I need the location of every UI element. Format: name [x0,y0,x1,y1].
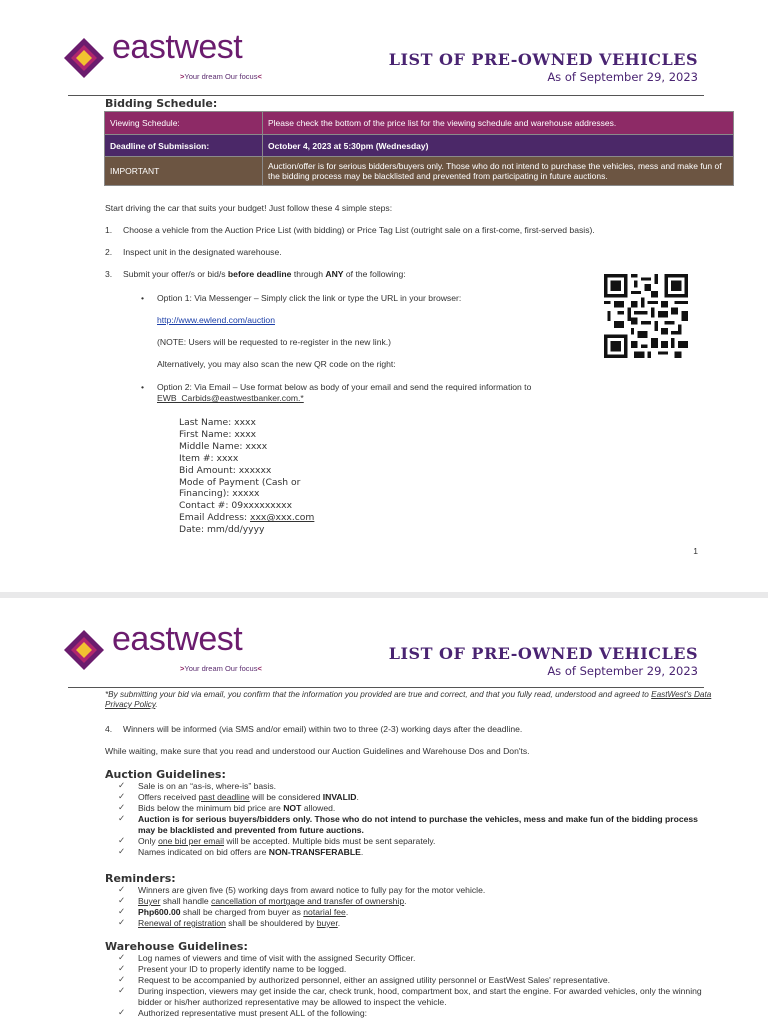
schedule-row-deadline [105,135,734,157]
logo-tagline: >Your dream Our focus< [180,664,262,673]
list-item: ✓ Renewal of registration shall be shouldered by buyer. [118,918,708,929]
format-line: Item #: xxxx [179,452,239,464]
format-line: Middle Name: xxxx [179,440,268,452]
step-2-number: 2. [105,247,113,257]
schedule-label: Viewing Schedule: [105,112,263,135]
qr-code-icon[interactable] [604,274,688,358]
option-1-text: Option 1: Via Messenger – Simply click the link or type the URL in your browser: [157,293,462,303]
auction-guidelines-list [118,781,708,858]
auction-url-link[interactable]: http://www.ewlend.com/auction [157,315,275,325]
format-line: Financing): xxxxx [179,488,260,500]
header-divider [68,95,704,96]
carbids-email-link[interactable]: EWB_Carbids@eastwestbanker.com.* [157,393,304,403]
logo-wordmark: eastwest [112,620,243,658]
list-item: ✓ Names indicated on bid offers are NON-TRANSFERABLE. [118,847,708,858]
step-2-text: Inspect unit in the designated warehouse. [123,247,282,257]
warehouse-guidelines-list [118,953,708,1019]
list-item: ✓ Only one bid per email will be accepted. Multiple bids must be sent separately. [118,836,708,847]
format-line: First Name: xxxx [179,428,257,440]
schedule-value: Auction/offer is for serious bidders/buyers only. Those who do not intend to purchase the vehicles, mess and make fun of the bidding process may be blacklisted and prevented from participating in future auctions. [263,157,734,186]
list-item: ✓ Present your ID to properly identify name to be logged. [118,964,708,975]
format-line: Bid Amount: xxxxxx [179,464,272,476]
step-3-text: Submit your offer/s or bid/s before deadline through ANY of the following: [123,269,406,279]
page-title: LIST OF PRE-OWNED VEHICLES [388,50,698,69]
format-line: Date: mm/dd/yyyy [179,524,265,536]
list-item: ✓ Php600.00 shall be charged from buyer as notarial fee. [118,907,708,918]
waiting-text: While waiting, make sure that you read and understood our Auction Guidelines and Warehouse Dos and Don'ts. [105,746,530,756]
list-item: ✓ Offers received past deadline will be considered INVALID. [118,792,708,803]
checkmark-icon list-item: ✓ Sale is on an “as-is, where-is” basis. [118,781,708,792]
format-line: Mode of Payment (Cash or [179,476,301,488]
step-1-number: 1. [105,225,113,235]
email-format-block [179,417,314,536]
bullet-icon: • [141,382,145,392]
bidding-schedule-table [104,111,734,186]
auction-guidelines-heading: Auction Guidelines: [105,768,226,781]
step-4-number: 4. [105,724,113,734]
eastwest-diamond-logo-icon [62,628,106,672]
step-1-text: Choose a vehicle from the Auction Price List (with bidding) or Price Tag List (outright sale on a first-come, first-served basis). [123,225,595,235]
schedule-label: Deadline of Submission: [105,135,263,157]
list-item: ✓ Buyer shall handle cancellation of mortgage and transfer of ownership. [118,896,708,907]
document-page-2 [0,598,768,1024]
schedule-value: Please check the bottom of the price list for the viewing schedule and warehouse addresses. [263,112,734,135]
as-of-date: As of September 29, 2023 [547,664,698,678]
warehouse-guidelines-heading: Warehouse Guidelines: [105,940,248,953]
header-divider [68,687,704,688]
schedule-label: IMPORTANT [105,157,263,186]
as-of-date: As of September 29, 2023 [547,70,698,84]
list-item: ✓ Request to be accompanied by authorized personnel, either an assigned utility personnel or EastWest Sales' representative. [118,975,708,986]
page-number: 1 [693,546,698,556]
list-item: ✓ Log names of viewers and time of visit with the assigned Security Officer. [118,953,708,964]
option-1-alternative: Alternatively, you may also scan the new QR code on the right: [157,359,396,369]
reminders-heading: Reminders: [105,872,176,885]
format-line: Email Address: xxx@xxx.com [179,512,315,524]
eastwest-logo [62,28,272,84]
page-title: LIST OF PRE-OWNED VEHICLES [388,644,698,663]
list-item: ✓ During inspection, viewers may get inside the car, check trunk, hood, compartment box, and start the engine. For awarded vehicles, only the winning bidder or his/her authorized representative may be allowed to inspect the vehicle. [118,986,708,1008]
reminders-list [118,885,708,929]
format-line: Last Name: xxxx [179,417,256,428]
step-4-text: Winners will be informed (via SMS and/or email) within two to three (2-3) working days after the deadline. [123,724,523,734]
option-1-note: (NOTE: Users will be requested to re-register in the new link.) [157,337,392,347]
option-2-text: Option 2: Via Email – Use format below as body of your email and send the required information to [157,382,532,392]
list-item: ✓ Auction is for serious buyers/bidders only. Those who do not intend to purchase the vehicles, mess and make fun of the bidding process may be blacklisted and prevented from future auctions. [118,814,708,836]
intro-text: Start driving the car that suits your budget! Just follow these 4 simple steps: [105,203,393,213]
format-line: Contact #: 09xxxxxxxxx [179,500,293,512]
privacy-disclaimer: *By submitting your bid via email, you confirm that the information you provided are true and correct, and that you fully read, understood and agreed to EastWest's Data Privacy Policy. [105,690,712,709]
logo-tagline: >Your dream Our focus< [180,72,262,81]
bidding-schedule-heading: Bidding Schedule: [105,97,218,110]
schedule-row-important [105,157,734,186]
schedule-row-viewing [105,112,734,135]
schedule-value: October 4, 2023 at 5:30pm (Wednesday) [263,135,734,157]
bullet-icon: • [141,293,145,303]
list-item: ✓ Authorized representative must present ALL of the following: [118,1008,708,1019]
logo-wordmark: eastwest [112,28,243,66]
list-item: ✓ Bids below the minimum bid price are NOT allowed. [118,803,708,814]
list-item: ✓ Winners are given five (5) working days from award notice to fully pay for the motor vehicle. [118,885,708,896]
eastwest-logo [62,620,272,676]
eastwest-diamond-logo-icon [62,36,106,80]
step-3-number: 3. [105,269,113,279]
